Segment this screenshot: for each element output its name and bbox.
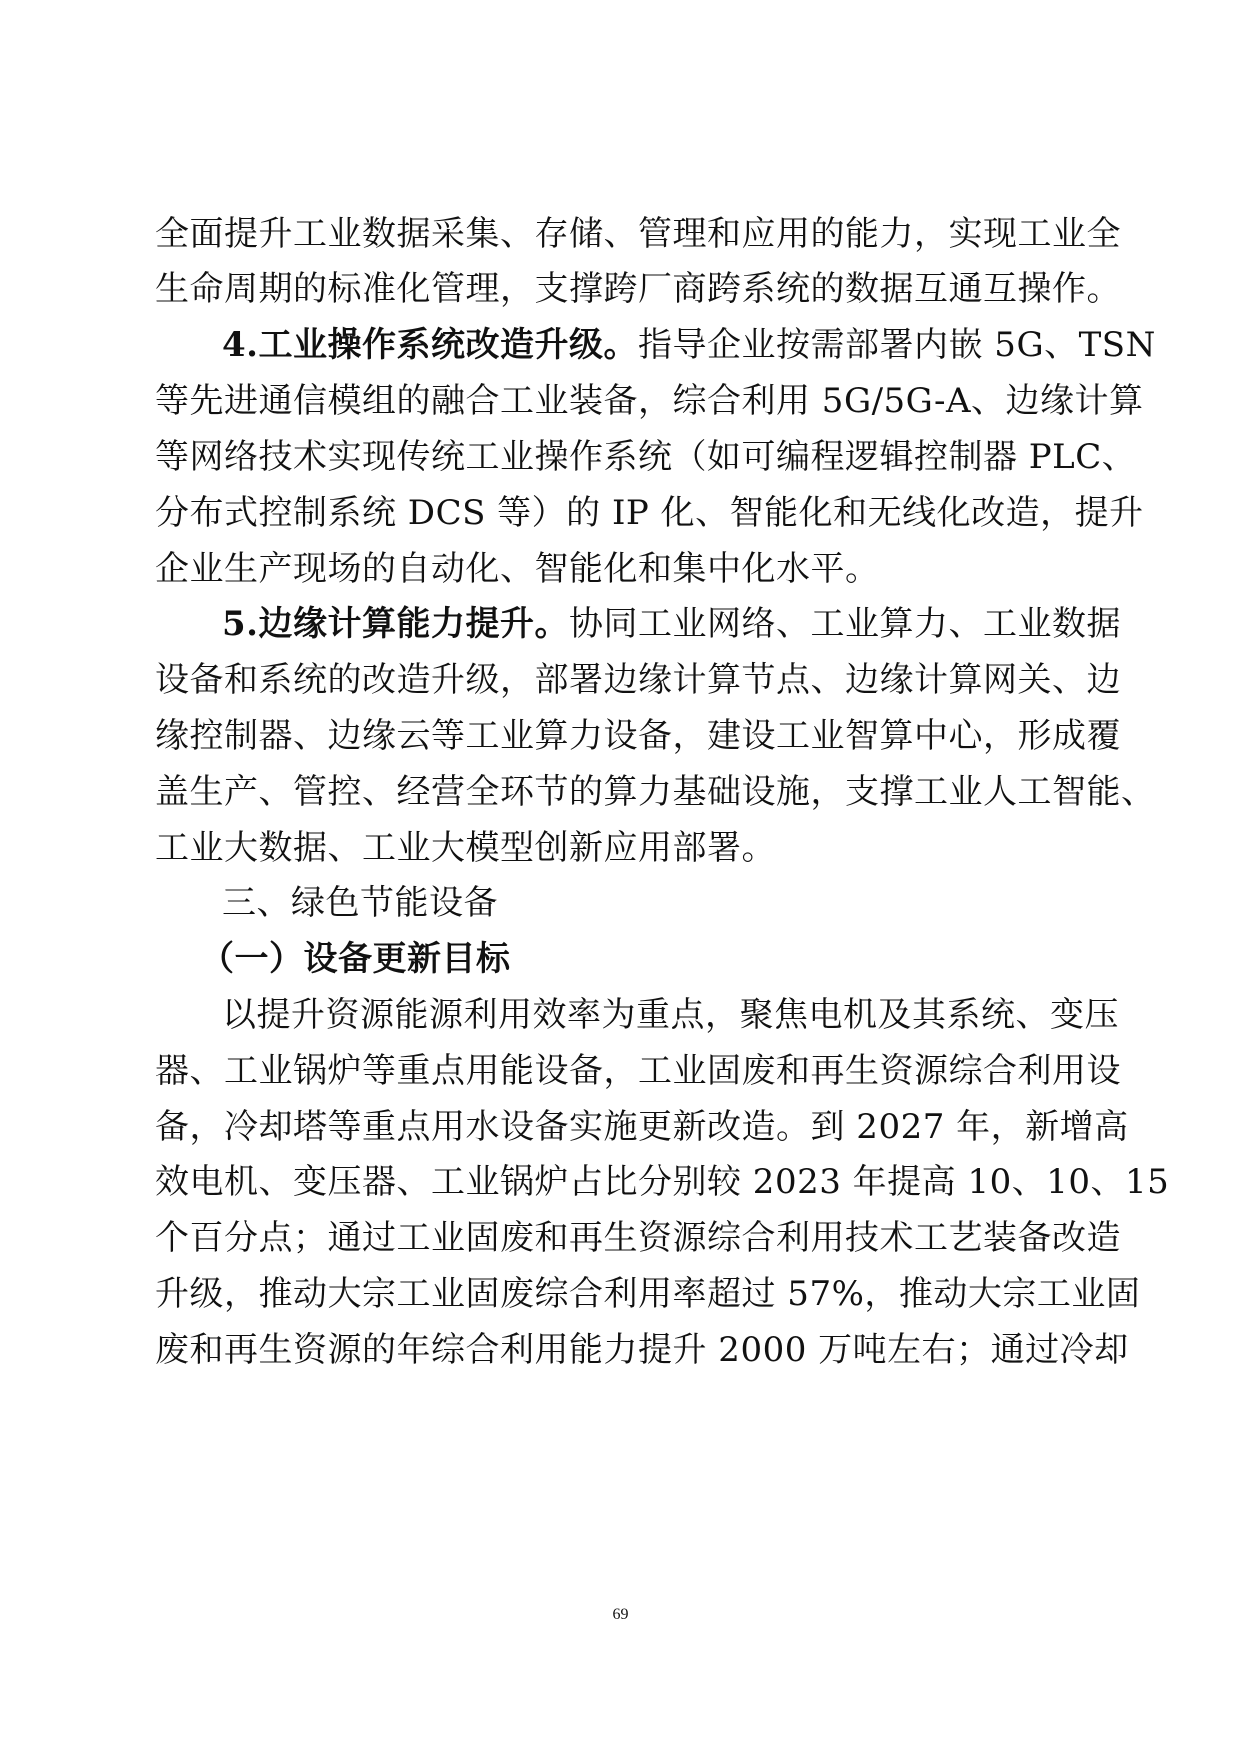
paragraph-line: 生命周期的标准化管理，支撑跨厂商跨系统的数据互通互操作。 [155,269,1121,309]
paragraph-line: 企业生产现场的自动化、智能化和集中化水平。 [155,549,880,589]
paragraph-line: 器、工业锅炉等重点用能设备，工业固废和再生资源综合利用设 [155,1051,1121,1091]
item-5-line [222,594,1121,654]
item-5-heading: 5.边缘计算能力提升。 [222,604,569,644]
paragraph-line: 盖生产、管控、经营全环节的算力基础设施，支撑工业人工智能、 [155,772,1156,812]
paragraph-line: 废和再生资源的年综合利用能力提升 2000 万吨左右；通过冷却 [155,1330,1129,1370]
section-heading: 三、绿色节能设备 [222,883,498,923]
subsection-heading: （一）设备更新目标 [200,939,511,979]
paragraph-line: 以提升资源能源利用效率为重点，聚焦电机及其系统、变压 [222,995,1119,1035]
paragraph-line: 个百分点；通过工业固废和再生资源综合利用技术工艺装备改造 [155,1218,1121,1258]
paragraph-line: 效电机、变压器、工业锅炉占比分别较 2023 年提高 10、10、15 [155,1162,1170,1202]
paragraph-line: 备，冷却塔等重点用水设备实施更新改造。到 2027 年，新增高 [155,1107,1129,1147]
paragraph-line: 缘控制器、边缘云等工业算力设备，建设工业智算中心，形成覆 [155,716,1121,756]
item-4-text: 指导企业按需部署内嵌 5G、TSN [638,325,1156,365]
page-number: 69 [612,1606,629,1623]
paragraph-line: 全面提升工业数据采集、存储、管理和应用的能力，实现工业全 [155,214,1121,254]
paragraph-line: 等先进通信模组的融合工业装备，综合利用 5G/5G-A、边缘计算 [155,381,1144,421]
paragraph-line: 等网络技术实现传统工业操作系统（如可编程逻辑控制器 PLC、 [155,437,1137,477]
paragraph-line: 设备和系统的改造升级，部署边缘计算节点、边缘计算网关、边 [155,660,1121,700]
paragraph-line: 工业大数据、工业大模型创新应用部署。 [155,828,776,868]
paragraph-line: 分布式控制系统 DCS 等）的 IP 化、智能化和无线化改造，提升 [155,493,1144,533]
paragraph-line: 升级，推动大宗工业固废综合利用率超过 57%，推动大宗工业固 [155,1274,1141,1314]
item-4-heading: 4.工业操作系统改造升级。 [222,325,638,365]
item-5-text: 协同工业网络、工业算力、工业数据 [569,604,1121,644]
item-4-line [222,315,1156,375]
